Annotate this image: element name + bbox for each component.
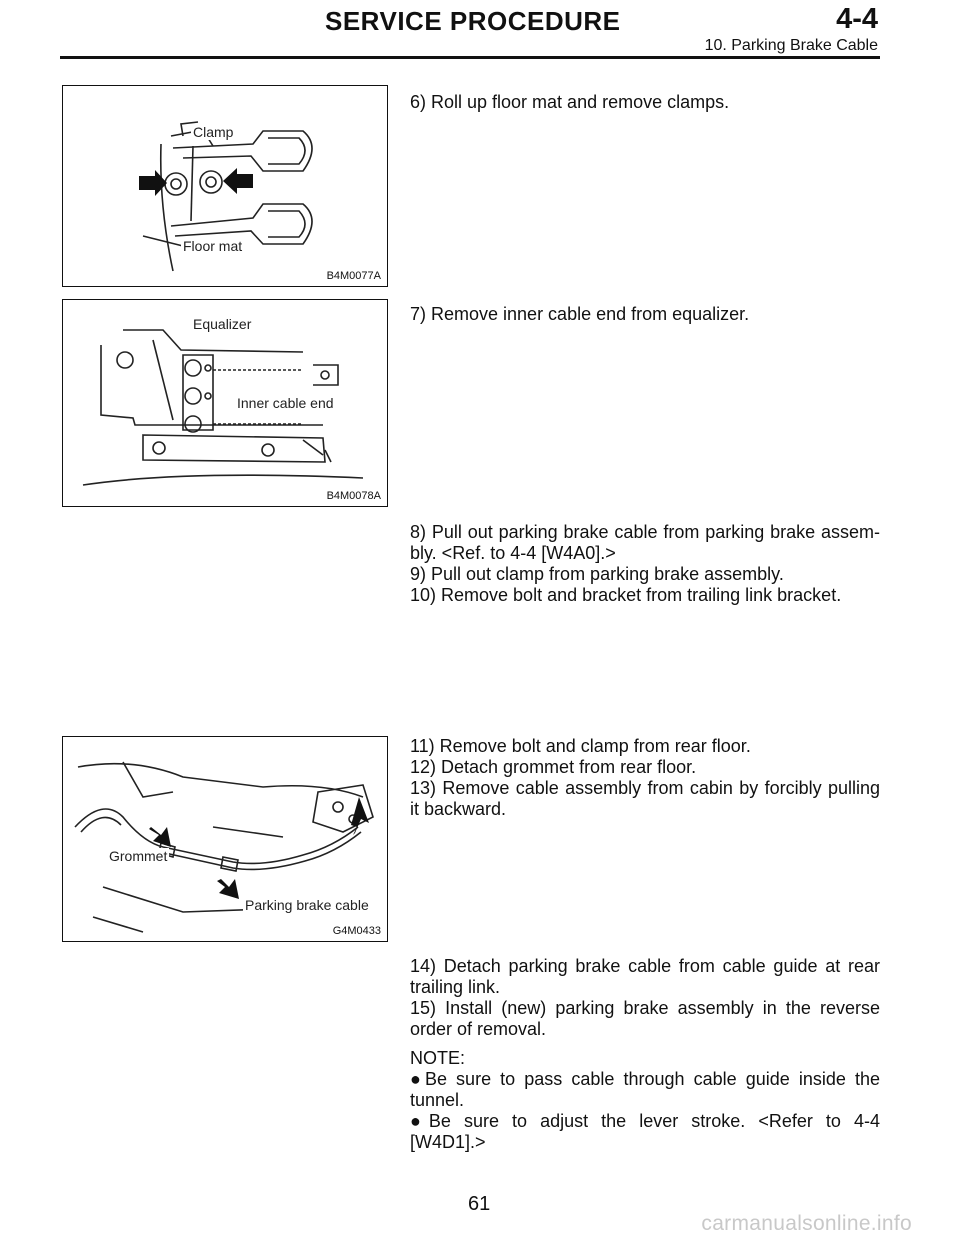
label-clamp: Clamp xyxy=(193,124,234,140)
step-15: 15) Install (new) parking brake assembly in the reverse order of removal. xyxy=(410,998,880,1039)
step-text: 6) Roll up floor mat and remove clamps. xyxy=(410,92,730,112)
label-inner-cable-end: Inner cable end xyxy=(237,395,334,411)
clamp-illustration xyxy=(63,86,387,286)
figure-parking-brake-cable xyxy=(62,736,388,942)
step-9: 9) Pull out clamp from parking brake assembly. xyxy=(410,564,784,584)
section-subtitle: 10. Parking Brake Cable xyxy=(704,37,878,54)
step-6 xyxy=(410,92,880,113)
watermark: carmanualsonline.info xyxy=(701,1212,912,1235)
step-12: 12) Detach grommet from rear floor. xyxy=(410,757,697,777)
note-item: ●Be sure to adjust the lever stroke. <Refer to 4-4 [W4D1].> xyxy=(410,1111,880,1152)
header-rule xyxy=(60,56,880,59)
step-7 xyxy=(410,304,880,325)
label-equalizer: Equalizer xyxy=(193,316,252,332)
step-10: 10) Remove bolt and bracket from trailing link bracket. xyxy=(410,585,842,605)
figure-code: B4M0078A xyxy=(326,490,381,502)
steps-8-10 xyxy=(410,522,880,606)
step-8: 8) Pull out parking brake cable from parking brake assem-bly. <Ref. to 4-4 [W4A0].> xyxy=(410,522,880,563)
step-14: 14) Detach parking brake cable from cable guide at rear trailing link. xyxy=(410,956,880,997)
label-parking-brake-cable: Parking brake cable xyxy=(245,897,369,913)
figure-code: B4M0077A xyxy=(326,270,381,282)
figure-clamp xyxy=(62,85,388,287)
label-floor-mat: Floor mat xyxy=(183,238,243,254)
note-item: ●Be sure to pass cable through cable guide inside the tunnel. xyxy=(410,1069,880,1110)
page-title: SERVICE PROCEDURE xyxy=(325,6,621,36)
step-text: 7) Remove inner cable end from equalizer. xyxy=(410,304,750,324)
page-number: 61 xyxy=(468,1193,491,1215)
step-13: 13) Remove cable assembly from cabin by forcibly pulling it backward. xyxy=(410,778,880,819)
steps-14-15-note xyxy=(410,956,880,1153)
label-grommet: Grommet xyxy=(109,848,168,864)
note-heading: NOTE: xyxy=(410,1048,466,1068)
steps-11-13 xyxy=(410,736,880,820)
step-11: 11) Remove bolt and clamp from rear floor. xyxy=(410,736,751,756)
figure-equalizer xyxy=(62,299,388,507)
section-code: 4-4 xyxy=(836,3,878,35)
figure-code: G4M0433 xyxy=(332,925,381,937)
